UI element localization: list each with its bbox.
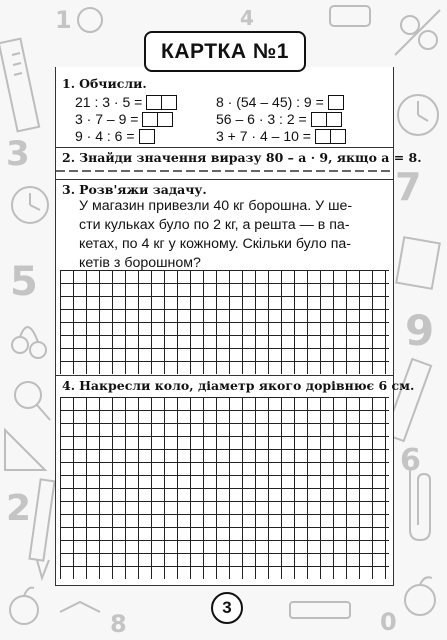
expression-text: 56 – 6 · 3 : 2 = bbox=[216, 111, 307, 127]
svg-text:3: 3 bbox=[6, 134, 30, 174]
task4-grid[interactable] bbox=[60, 397, 389, 579]
svg-text:0: 0 bbox=[380, 608, 397, 636]
divider bbox=[56, 179, 393, 180]
svg-text:4: 4 bbox=[240, 6, 254, 30]
expression-text: 9 · 4 : 6 = bbox=[75, 128, 135, 144]
svg-text:2: 2 bbox=[6, 488, 32, 529]
page-number-text: 3 bbox=[222, 598, 232, 617]
problem-line: сти кульках було по 2 кг, а решта — в па- bbox=[79, 217, 350, 233]
task1-left-expr-1 bbox=[75, 94, 177, 110]
task3-number: 3. bbox=[62, 182, 76, 197]
svg-text:6: 6 bbox=[400, 443, 421, 478]
task1-left-expr-3 bbox=[75, 128, 155, 144]
task1-right-expr-3 bbox=[216, 128, 346, 144]
worksheet-card bbox=[55, 67, 422, 586]
answer-box[interactable] bbox=[142, 112, 158, 127]
svg-text:9: 9 bbox=[405, 306, 435, 355]
page-number bbox=[211, 592, 243, 624]
task3-header bbox=[62, 182, 207, 197]
answer-box[interactable] bbox=[146, 95, 162, 110]
task1-label: Обчисли. bbox=[79, 76, 147, 91]
svg-text:5: 5 bbox=[10, 259, 38, 305]
card-title bbox=[144, 31, 306, 72]
answer-dashed-line[interactable] bbox=[56, 167, 393, 175]
answer-box[interactable] bbox=[162, 95, 177, 110]
task1-header bbox=[62, 76, 147, 91]
answer-box[interactable] bbox=[315, 129, 331, 144]
task2-number: 2. bbox=[62, 150, 76, 165]
task4-header bbox=[62, 378, 414, 393]
svg-text:7: 7 bbox=[395, 165, 422, 209]
expression-text: 8 · (54 – 45) : 9 = bbox=[216, 94, 324, 110]
answer-box[interactable] bbox=[139, 129, 155, 144]
task2-header bbox=[62, 150, 422, 165]
task1-right-expr-1 bbox=[216, 94, 344, 110]
problem-line: кетах, по 4 кг у кожному. Скільки було па- bbox=[79, 236, 351, 252]
svg-text:8: 8 bbox=[110, 610, 127, 638]
problem-line: кетів з борошном? bbox=[79, 255, 201, 271]
expression-text: 21 : 3 · 5 = bbox=[75, 94, 143, 110]
task4-label: Накресли коло, діаметр якого дорівнює 6 см. bbox=[79, 378, 415, 393]
word-problem-text bbox=[79, 197, 384, 273]
answer-box[interactable] bbox=[158, 112, 173, 127]
answer-box[interactable] bbox=[327, 112, 342, 127]
task2-label: Знайди значення виразу 80 – a · 9, якщо a = 8. bbox=[79, 150, 422, 165]
task3-label: Розв'яжи задачу. bbox=[79, 182, 207, 197]
answer-box[interactable] bbox=[331, 129, 346, 144]
divider bbox=[56, 147, 393, 148]
task4-number: 4. bbox=[62, 378, 76, 393]
task1-left-expr-2 bbox=[75, 111, 173, 127]
task1-right-expr-2 bbox=[216, 111, 342, 127]
svg-text:1: 1 bbox=[55, 6, 72, 34]
task1-number: 1. bbox=[62, 76, 76, 91]
answer-box[interactable] bbox=[328, 95, 344, 110]
task3-grid[interactable] bbox=[60, 270, 389, 374]
problem-line: У магазин привезли 40 кг борошна. У ше- bbox=[79, 198, 353, 214]
expression-text: 3 · 7 – 9 = bbox=[75, 111, 139, 127]
card-title-text: КАРТКА №1 bbox=[161, 39, 289, 63]
divider bbox=[56, 375, 393, 376]
expression-text: 3 + 7 · 4 – 10 = bbox=[216, 128, 311, 144]
answer-box[interactable] bbox=[311, 112, 327, 127]
